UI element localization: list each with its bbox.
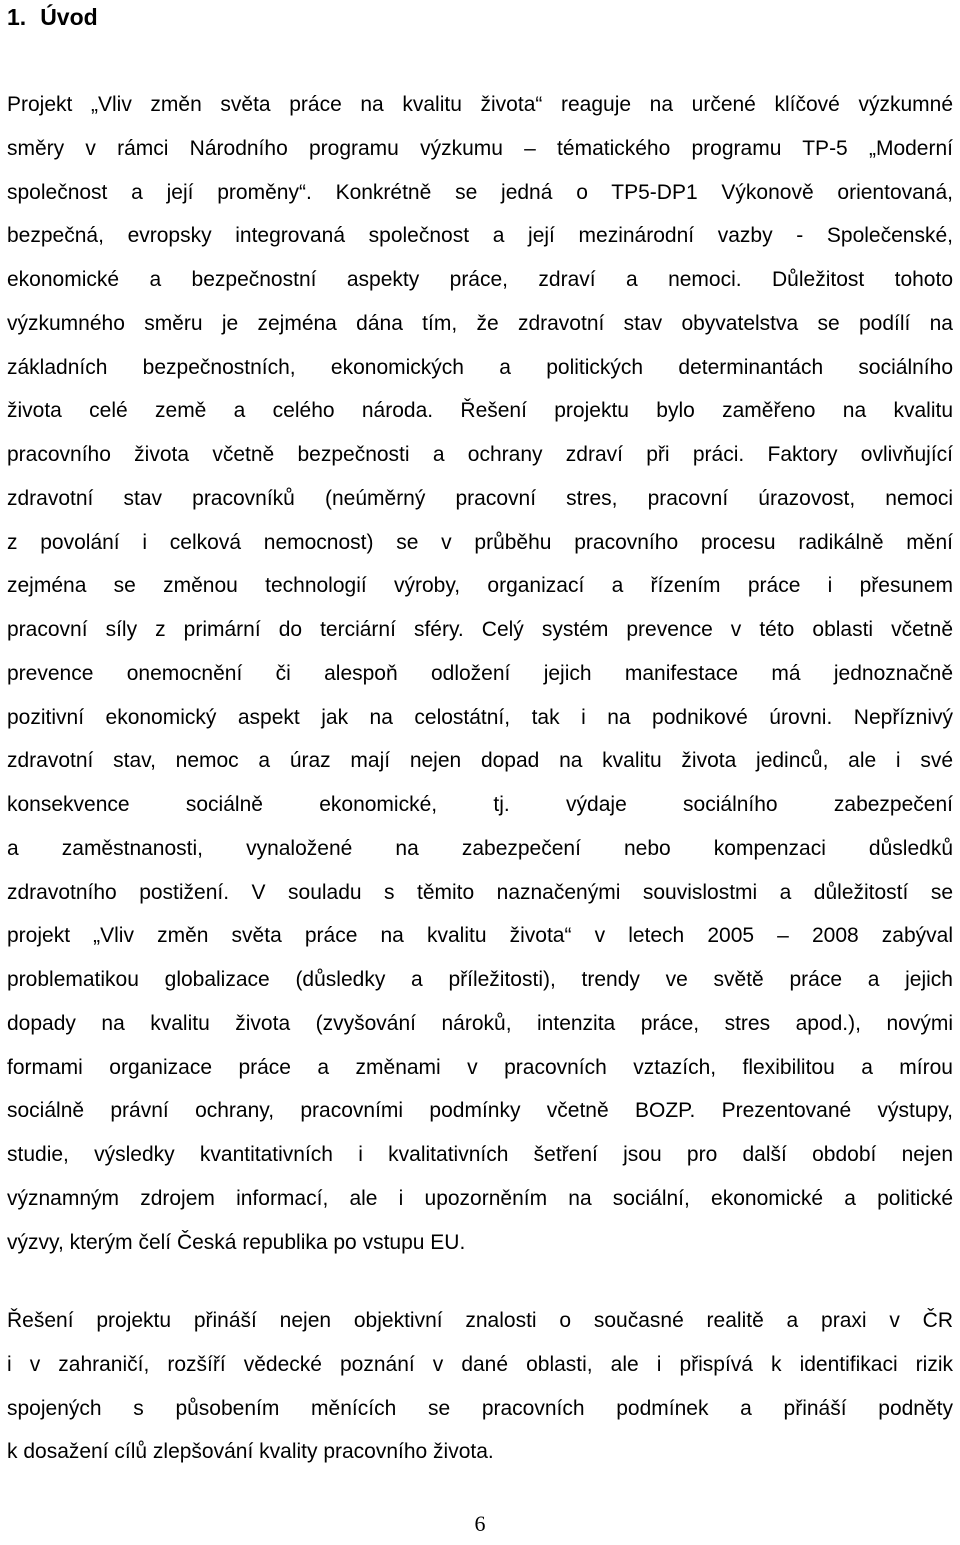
text-line: Projekt „Vliv změn světa práce na kvalitu života“ reaguje na určené klíčové výzkumné <box>7 93 953 116</box>
text-line: spojených s působením měnících se pracovních podmínek a přináší podněty <box>7 1396 953 1420</box>
text-line: bezpečná, evropsky integrovaná společnost a její mezinárodní vazby - Společenské, <box>7 224 953 248</box>
text-line: ekonomické a bezpečnostní aspekty práce, zdraví a nemoci. Důležitost tohoto <box>7 268 953 291</box>
text-line: dopady na kvalitu života (zvyšování nároků, intenzita práce, stres apod.), novými <box>7 1011 953 1035</box>
text-line: Řešení projektu přináší nejen objektivní znalosti o současné realitě a praxi v ČR <box>7 1309 953 1332</box>
text-line: z povolání i celková nemocnost) se v průběhu pracovního procesu radikálně mění <box>7 530 953 554</box>
text-line: pozitivní ekonomický aspekt jak na celostátní, tak i na podnikové úrovni. Nepříznivý <box>7 705 953 729</box>
page-number: 6 <box>474 1511 486 1536</box>
text-line: výzvy, kterým čelí Česká republika po vstupu EU. <box>7 1230 466 1254</box>
text-line: prevence onemocnění či alespoň odložení jejich manifestace má jednoznačně <box>7 661 953 685</box>
text-line: a zaměstnanosti, vynaložené na zabezpečení nebo kompenzaci důsledků <box>7 836 953 860</box>
text-line: zdravotní stav, nemoc a úraz mají nejen dopad na kvalitu života jedinců, ale i své <box>7 749 953 773</box>
text-line: zdravotní stav pracovníků (neúměrný pracovní stres, pracovní úrazovost, nemoci <box>7 486 953 510</box>
text-line: výzkumného směru je zejména dána tím, že zdravotní stav obyvatelstva se podílí na <box>7 311 953 335</box>
text-line: významným zdrojem informací, ale i upozorněním na sociální, ekonomické a politické <box>7 1186 953 1210</box>
text-line: společnost a její proměny“. Konkrétně se jedná o TP5-DP1 Výkonově orientovaná, <box>7 180 953 204</box>
text-line: života celé země a celého národa. Řešení projektu bylo zaměřeno na kvalitu <box>7 399 953 423</box>
text-line: studie, výsledky kvantitativních i kvalitativních šetření jsou pro další období nejen <box>7 1143 953 1166</box>
text-line: problematikou globalizace (důsledky a příležitosti), trendy ve světě práce a jejich <box>7 968 953 991</box>
text-line: projekt „Vliv změn světa práce na kvalitu života“ v letech 2005 – 2008 zabýval <box>7 924 953 948</box>
text-line: i v zahraničí, rozšíří vědecké poznání v dané oblasti, ale i přispívá k identifikaci rizik <box>7 1352 953 1376</box>
section-title: Úvod <box>40 4 98 30</box>
text-line: k dosažení cílů zlepšování kvality pracovního života. <box>7 1440 494 1464</box>
section-heading <box>7 4 98 31</box>
text-line: zejména se změnou technologií výroby, organizací a řízením práce i přesunem <box>7 574 953 598</box>
text-line: sociálně právní ochrany, pracovními podmínky včetně BOZP. Prezentované výstupy, <box>7 1099 953 1123</box>
text-line: pracovní síly z primární do terciární sféry. Celý systém prevence v této oblasti včetně <box>7 618 953 641</box>
paragraph-intro <box>7 83 953 1264</box>
paragraph-outcomes <box>7 1299 953 1474</box>
text-line: pracovního života včetně bezpečnosti a ochrany zdraví při práci. Faktory ovlivňující <box>7 443 953 466</box>
text-line: konsekvence sociálně ekonomické, tj. výdaje sociálního zabezpečení <box>7 793 953 816</box>
text-line: zdravotního postižení. V souladu s těmito naznačenými souvislostmi a důležitostí se <box>7 880 953 904</box>
section-number: 1. <box>7 4 27 30</box>
text-line: formami organizace práce a změnami v pracovních vztazích, flexibilitou a mírou <box>7 1055 953 1079</box>
text-line: směry v rámci Národního programu výzkumu – tématického programu TP-5 „Moderní <box>7 136 953 160</box>
text-line: základních bezpečnostních, ekonomických a politických determinantách sociálního <box>7 355 953 379</box>
